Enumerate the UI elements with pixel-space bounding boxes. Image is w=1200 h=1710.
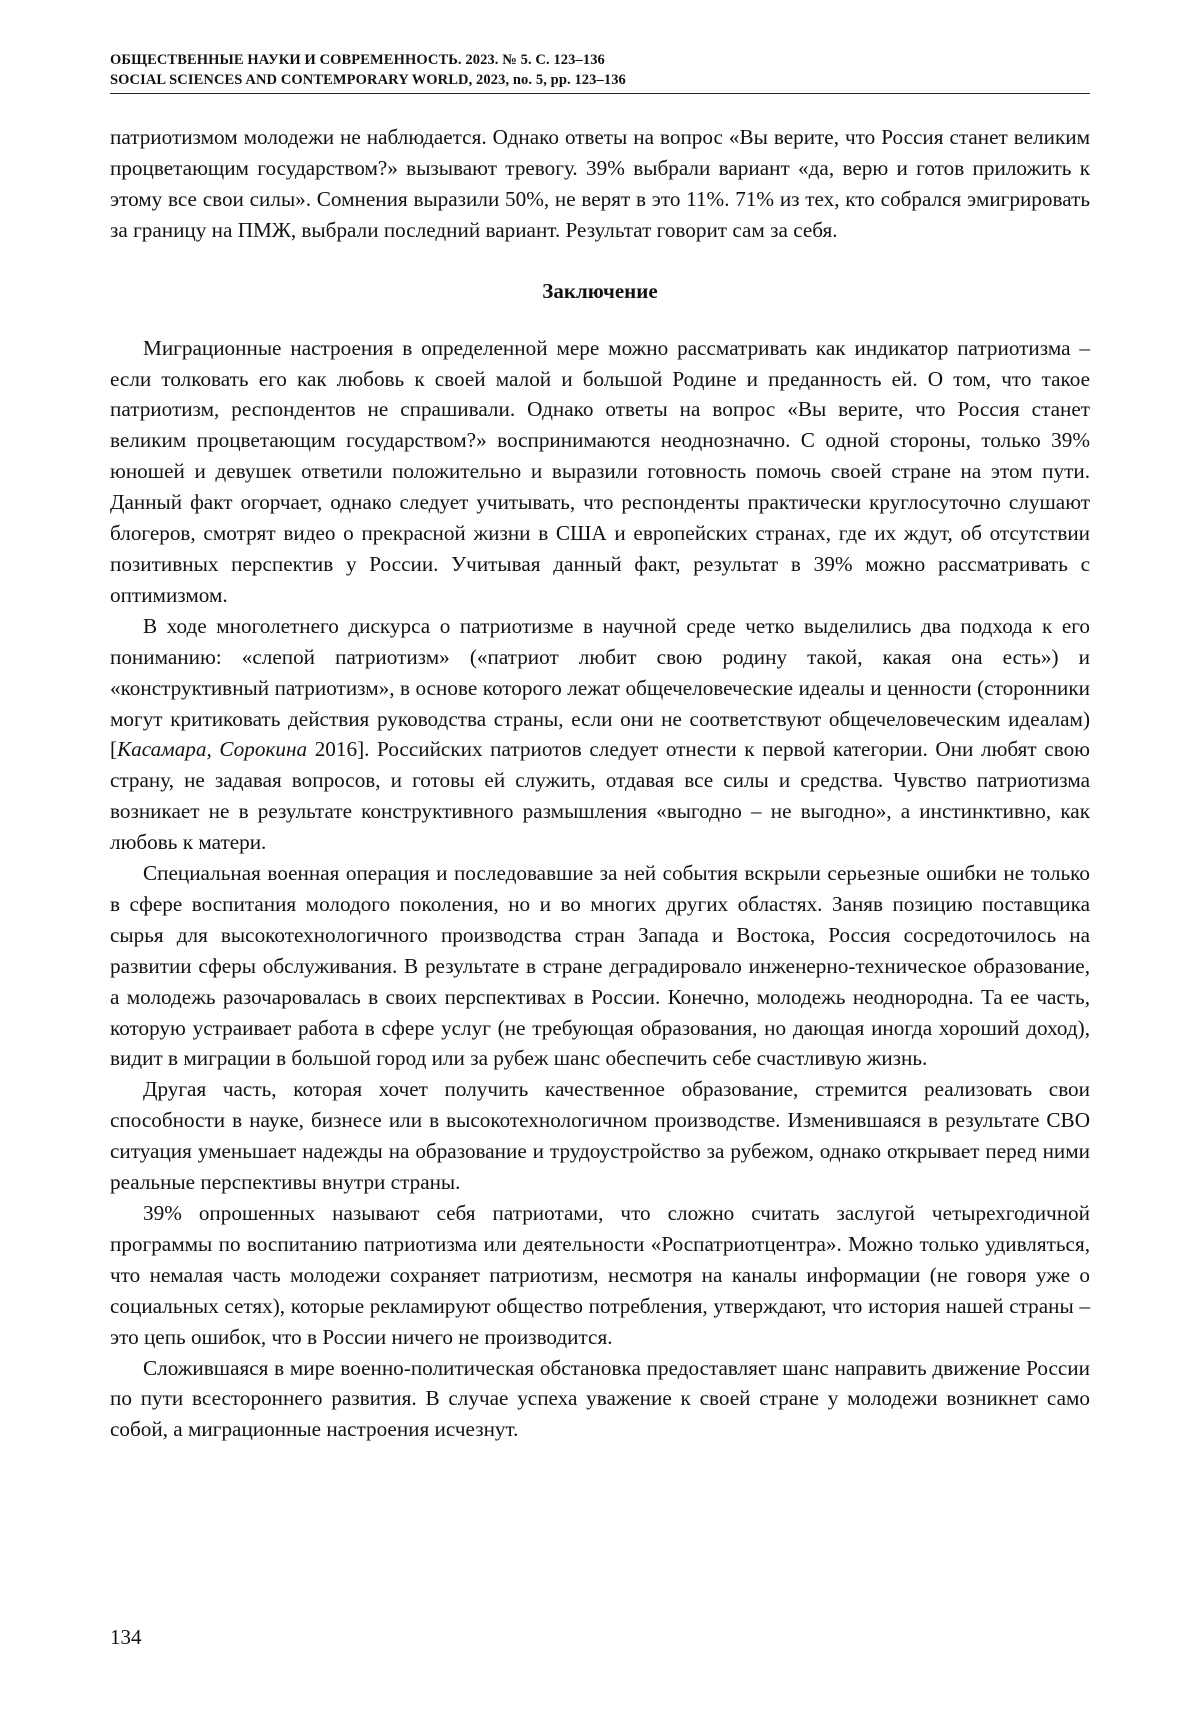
paragraph-2-text-end: 2016]. Российских патриотов следует отнести к первой категории. Они любят свою страну, не задавая вопросов, и готовы ей служить, отдавая все силы и средства. Чувство патриотизма возникает не в результате конструктивного размышления «выгодно – не выгодно», а инстинктивно, как любовь к матери. [110,737,1090,855]
section-heading-conclusion: Заключение [542,278,658,303]
running-header-en: SOCIAL SCIENCES AND CONTEMPORARY WORLD, 2023, no. 5, pp. 123–136 [110,72,626,88]
conclusion-paragraph-2 [110,611,1090,858]
conclusion-paragraph-4: Другая часть, которая хочет получить качественное образование, стремится реализовать свои способности в науке, бизнесе или в высокотехнологичном производстве. Изменившаяся в результате СВО ситуация уменьшает надежды на образование и трудоустройство за рубежом, однако открывает перед ними реальные перспективы внутри страны. [110,1077,1090,1195]
conclusion-paragraph-3: Специальная военная операция и последовавшие за ней события вскрыли серьезные ошибки не только в сфере воспитания молодого поколения, но и во многих других областях. Заняв позицию поставщика сырья для высокотехнологичного производства стран Запада и Востока, Россия сосредоточилось на развитии сферы обслуживания. В результате в стране деградировало инженерно-техническое образование, а молодежь разочаровалась в своих перспективах в России. Конечно, молодежь неоднородна. Та ее часть, которую устраивает работа в сфере услуг (не требующая образования, но дающая иногда хороший доход), видит в миграции в большой город или за рубеж шанс обеспечить себе счастливую жизнь. [110,861,1090,1071]
page-number: 134 [110,1625,142,1649]
conclusion-paragraph-6: Сложившаяся в мире военно-политическая обстановка предоставляет шанс направить движение России по пути всестороннего развития. В случае успеха уважение к своей стране у молодежи возникнет само собой, а миграционные настроения исчезнут. [110,1355,1090,1442]
running-header-ru: ОБЩЕСТВЕННЫЕ НАУКИ И СОВРЕМЕННОСТЬ. 2023. № 5. С. 123–136 [110,52,605,68]
article-body [110,122,1090,1445]
continued-paragraph: патриотизмом молодежи не наблюдается. Однако ответы на вопрос «Вы верите, что Россия станет великим процветающим государством?» вызывают тревогу. 39% выбрали вариант «да, верю и готов приложить к этому все свои силы». Сомнения выразили 50%, не верят в это 11%. 71% из тех, кто собрался эмигрировать за границу на ПМЖ, выбрали последний вариант. Результат говорит сам за себя. [110,125,1090,242]
conclusion-paragraph-1: Миграционные настроения в определенной мере можно рассматривать как индикатор патриотизма – если толковать его как любовь к своей малой и большой Родине и преданность ей. О том, что такое патриотизм, респондентов не спрашивали. Однако ответы на вопрос «Вы верите, что Россия станет великим процветающим государством?» воспринимаются неоднозначно. С одной стороны, только 39% юношей и девушек ответили положительно и выразили готовность помочь своей стране на этом пути. Данный факт огорчает, однако следует учитывать, что респонденты практически круглосуточно слушают блогеров, смотрят видео о прекрасной жизни в США и европейских странах, где их ждут, об отсутствии позитивных перспектив у России. Учитывая данный факт, результат в 39% можно рассматривать с оптимизмом. [110,335,1090,607]
running-header [110,50,1090,94]
paragraph-2-text-start: В ходе многолетнего дискурса о патриотизме в научной среде четко выделились два подхода к его пониманию: «слепой патриотизм» («патриот любит свою родину такой, какая она есть») и «конструктивный патриотизм», в основе которого лежат общечеловеческие идеалы и ценности (сторонники могут критиковать действия руководства страны, если они не соответствуют общечеловеческим идеалам) [ [110,613,1090,762]
conclusion-paragraph-5: 39% опрошенных называют себя патриотами, что сложно считать заслугой четырехгодичной программы по воспитанию патриотизма или деятельности «Роспатриотцентра». Можно только удивляться, что немалая часть молодежи сохраняет патриотизм, несмотря на каналы информации (не говоря уже о социальных сетях), которые рекламируют общество потребления, утверждают, что история нашей страны – это цепь ошибок, что в России ничего не производится. [110,1201,1090,1349]
journal-page [110,0,1090,1710]
citation-authors: Касамара, Сорокина [117,737,308,762]
